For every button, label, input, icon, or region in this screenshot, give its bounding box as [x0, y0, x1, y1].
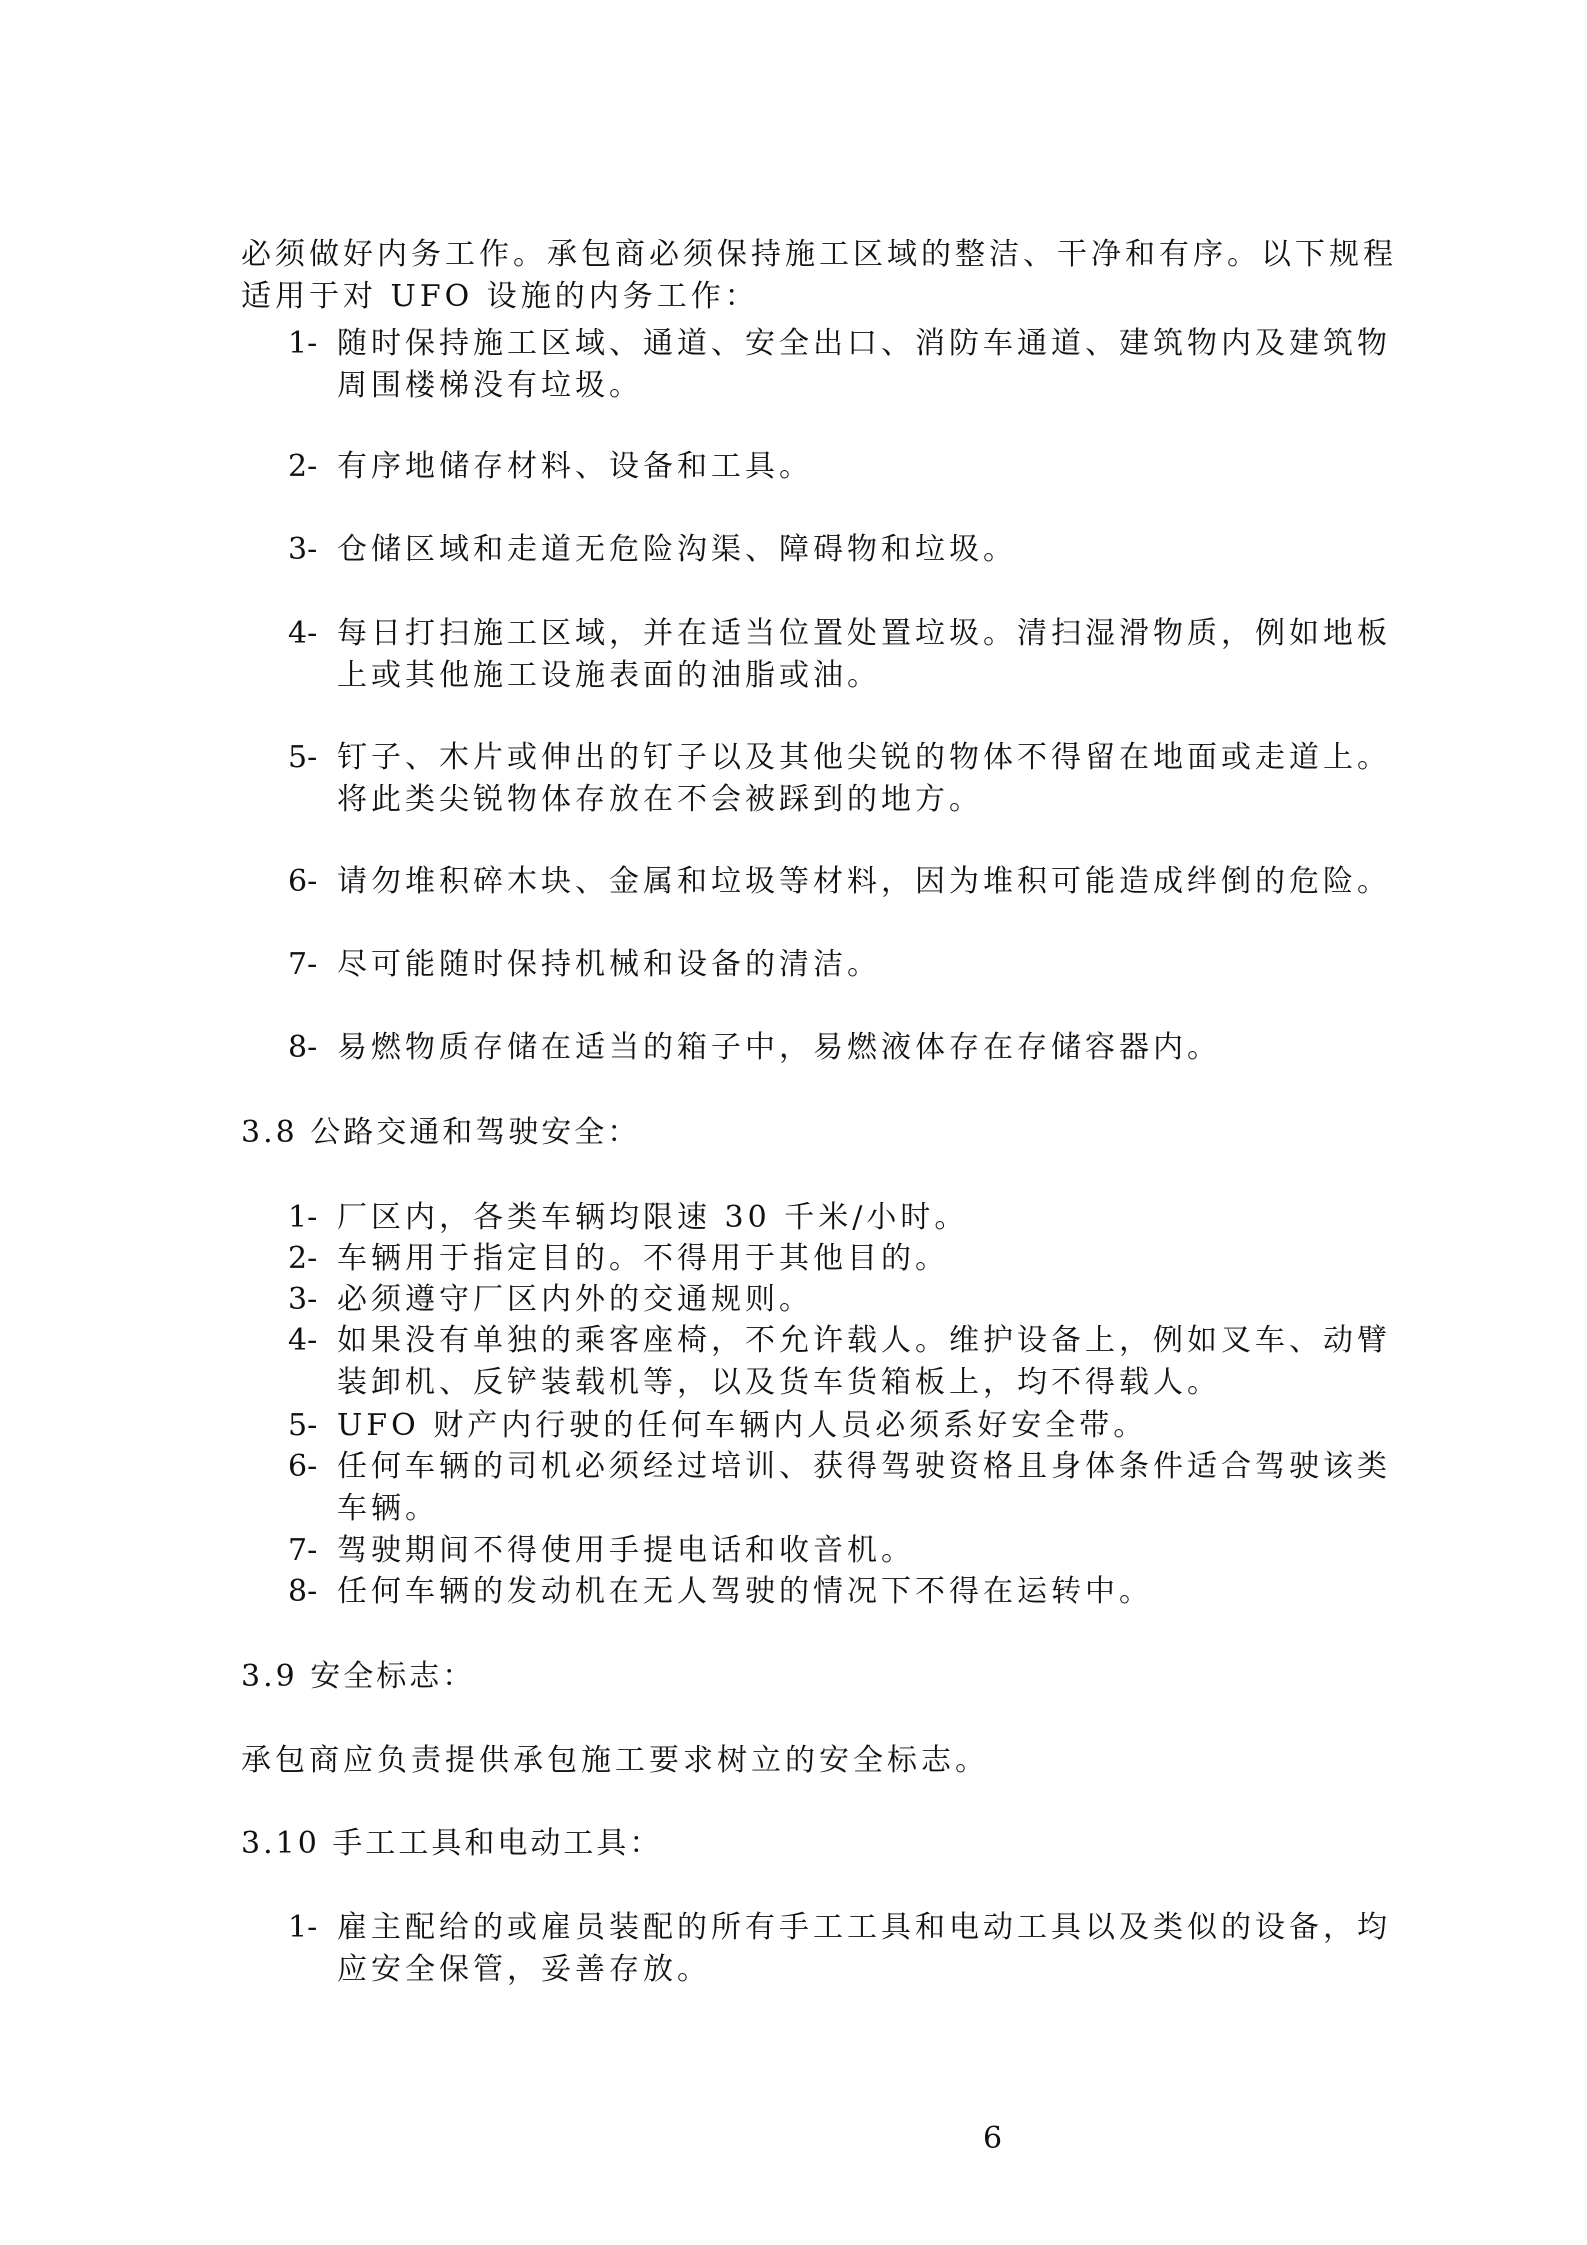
list-item-number: 1- — [288, 1910, 318, 1945]
list-item-number: 4- — [288, 616, 318, 651]
list-item-text: 易燃物质存储在适当的箱子中，易燃液体存在存储容器内。 — [337, 1030, 1221, 1065]
list-item-number: 7- — [288, 1533, 318, 1568]
list-item-number: 2- — [288, 1241, 318, 1276]
list-item-number: 7- — [288, 947, 318, 982]
section-heading-3-9: 3.9 安全标志： — [241, 1659, 476, 1694]
list-item-text: 必须遵守厂区内外的交通规则。 — [337, 1282, 813, 1317]
list-item-number: 8- — [288, 1574, 318, 1609]
list-item-text: 每日打扫施工区域，并在适当位置处置垃圾。清扫湿滑物质，例如地板 — [337, 616, 1391, 651]
list-item-text: 仓储区域和走道无危险沟渠、障碍物和垃圾。 — [337, 532, 1017, 567]
section-3-9-text: 承包商应负责提供承包施工要求树立的安全标志。 — [241, 1743, 989, 1778]
list-item-text: 厂区内，各类车辆均限速 30 千米/小时。 — [337, 1200, 969, 1235]
list-item-text: 将此类尖锐物体存放在不会被踩到的地方。 — [337, 782, 983, 817]
list-item-number: 3- — [288, 1282, 318, 1317]
list-item-text: 随时保持施工区域、通道、安全出口、消防车通道、建筑物内及建筑物 — [337, 326, 1391, 361]
list-item-number: 6- — [288, 1449, 318, 1484]
list-item-text: UFO 财产内行驶的任何车辆内人员必须系好安全带。 — [337, 1408, 1148, 1443]
list-item-number: 3- — [288, 532, 318, 567]
list-item-number: 5- — [288, 1408, 318, 1443]
list-item-number: 5- — [288, 740, 318, 775]
intro-line-2: 适用于对 UFO 设施的内务工作： — [241, 279, 759, 314]
list-item-text: 钉子、木片或伸出的钉子以及其他尖锐的物体不得留在地面或走道上。 — [337, 740, 1391, 775]
section-heading-3-8: 3.8 公路交通和驾驶安全： — [241, 1115, 641, 1150]
list-item-number: 2- — [288, 449, 318, 484]
section-heading-3-10: 3.10 手工工具和电动工具： — [241, 1826, 663, 1861]
list-item-number: 4- — [288, 1323, 318, 1358]
list-item-text: 尽可能随时保持机械和设备的清洁。 — [337, 947, 881, 982]
list-item-text: 有序地储存材料、设备和工具。 — [337, 449, 813, 484]
list-item-text: 驾驶期间不得使用手提电话和收音机。 — [337, 1533, 915, 1568]
list-item-number: 6- — [288, 864, 318, 899]
list-item-text: 装卸机、反铲装载机等，以及货车货箱板上，均不得载人。 — [337, 1365, 1221, 1400]
list-item-text: 任何车辆的发动机在无人驾驶的情况下不得在运转中。 — [337, 1574, 1153, 1609]
list-item-text: 应安全保管，妥善存放。 — [337, 1952, 711, 1987]
intro-line-1: 必须做好内务工作。承包商必须保持施工区域的整洁、干净和有序。以下规程 — [241, 237, 1397, 272]
list-item-number: 1- — [288, 1200, 318, 1235]
list-item-text: 车辆。 — [337, 1491, 439, 1526]
list-item-text: 请勿堆积碎木块、金属和垃圾等材料，因为堆积可能造成绊倒的危险。 — [337, 864, 1391, 899]
list-item-text: 周围楼梯没有垃圾。 — [337, 368, 643, 403]
list-item-text: 任何车辆的司机必须经过培训、获得驾驶资格且身体条件适合驾驶该类 — [337, 1449, 1391, 1484]
list-item-text: 雇主配给的或雇员装配的所有手工工具和电动工具以及类似的设备，均 — [337, 1910, 1391, 1945]
list-item-number: 1- — [288, 326, 318, 361]
list-item-text: 车辆用于指定目的。不得用于其他目的。 — [337, 1241, 949, 1276]
list-item-text: 如果没有单独的乘客座椅，不允许载人。维护设备上，例如叉车、动臂 — [337, 1323, 1391, 1358]
list-item-number: 8- — [288, 1030, 318, 1065]
list-item-text: 上或其他施工设施表面的油脂或油。 — [337, 658, 881, 693]
page-number: 6 — [983, 2121, 1003, 2156]
